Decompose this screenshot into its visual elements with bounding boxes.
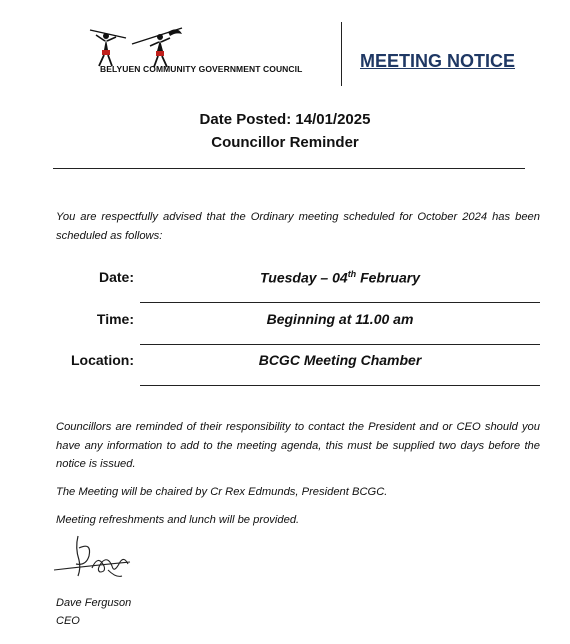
letterhead xyxy=(0,0,570,100)
signatory-name: Dave Ferguson xyxy=(56,597,132,609)
intro-paragraph: You are respectfully advised that the Ordinary meeting scheduled for October 2024 has been scheduled as follows: xyxy=(56,211,540,242)
date-month: February xyxy=(356,269,420,286)
time-label: Time: xyxy=(96,311,134,327)
time-value: Beginning at 11.00 am xyxy=(266,311,414,327)
date-day: Tuesday – 04 xyxy=(260,269,348,286)
date-label: Date: xyxy=(98,269,134,285)
location-value: BCGC Meeting Chamber xyxy=(258,352,422,368)
signature xyxy=(48,532,138,592)
notice-title: MEETING NOTICE xyxy=(360,51,516,71)
refreshments-paragraph: Meeting refreshments and lunch will be provided. xyxy=(56,514,300,526)
header-divider xyxy=(341,22,342,86)
date-suffix: th xyxy=(347,269,357,279)
signatory-role: CEO xyxy=(56,615,80,627)
location-label: Location: xyxy=(71,352,134,368)
notice-subtitle: Councillor Reminder xyxy=(211,134,359,151)
chair-paragraph: The Meeting will be chaired by Cr Rex Edmunds, President BCGC. xyxy=(56,486,388,498)
location-row-divider xyxy=(140,385,540,386)
date-posted: Date Posted: 14/01/2025 xyxy=(199,111,371,128)
council-logo xyxy=(86,24,336,84)
time-row-divider xyxy=(140,344,540,345)
reminder-paragraph: Councillors are reminded of their responsibility to contact the President and or CEO should you have any information to add to the meeting agenda, this must be supplied two days before the notice is issued. xyxy=(56,421,540,470)
date-value xyxy=(140,269,540,286)
title-divider xyxy=(53,168,525,169)
date-row-divider xyxy=(140,302,540,303)
dancers-logo-icon xyxy=(86,24,336,84)
handwritten-signature-icon xyxy=(48,532,138,592)
council-name: BELYUEN COMMUNITY GOVERNMENT COUNCIL xyxy=(100,64,303,74)
